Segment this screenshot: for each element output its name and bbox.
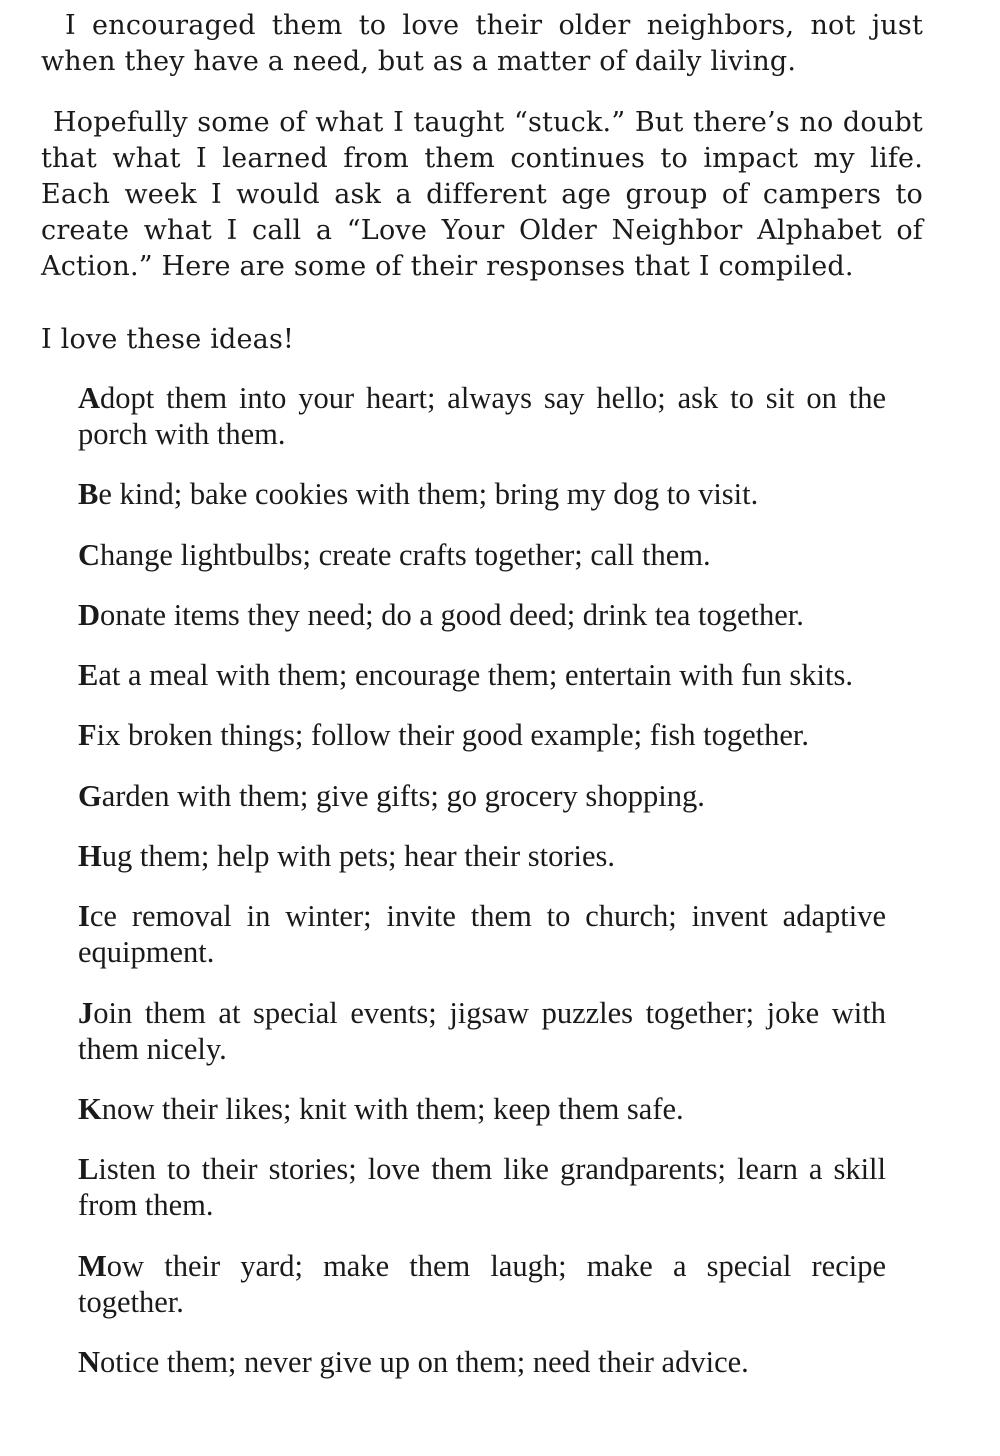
list-item <box>78 838 886 874</box>
item-text: onate items they need; do a good deed; drink tea together. <box>100 597 804 632</box>
initial-letter: E <box>78 658 99 693</box>
list-item <box>78 717 886 753</box>
item-text: at a meal with them; encourage them; entertain with fun skits. <box>98 658 853 693</box>
list-item <box>78 995 886 1067</box>
initial-letter: K <box>78 1091 102 1126</box>
list-item <box>78 537 886 573</box>
initial-letter: C <box>78 537 101 572</box>
list-item <box>78 1344 886 1380</box>
item-text: isten to their stories; love them like grandparents; learn a skill from them. <box>78 1152 886 1223</box>
initial-letter: N <box>78 1344 101 1379</box>
item-text: dopt them into your heart; always say hello; ask to sit on the porch with them. <box>78 381 886 451</box>
item-text: ix broken things; follow their good example; fish together. <box>96 718 810 753</box>
initial-letter: G <box>78 778 102 813</box>
list-item <box>78 657 886 693</box>
item-text: otice them; never give up on them; need their advice. <box>100 1344 749 1379</box>
initial-letter: M <box>78 1248 107 1283</box>
intro-paragraph: I encouraged them to love their older neighbors, not just when they have a need, but as a matter of daily living. <box>41 10 923 77</box>
lead-in-line: I love these ideas! <box>41 324 295 355</box>
initial-letter: I <box>78 899 90 934</box>
list-item <box>78 476 886 512</box>
list-item <box>78 898 886 970</box>
item-text: arden with them; give gifts; go grocery shopping. <box>101 778 705 813</box>
list-item <box>78 1091 886 1127</box>
list-item <box>78 1151 886 1223</box>
initial-letter: H <box>78 839 102 874</box>
item-text: ow their yard; make them laugh; make a special recipe together. <box>78 1248 886 1319</box>
initial-letter: F <box>78 718 97 753</box>
body-paragraph: Hopefully some of what I taught “stuck.” But there’s no doubt that what I learned from them continues to impact my life. Each week I would ask a different age group of campers to create what I call a “Love Your Older Neighbor Alphabet of Action.” Here are some of their responses that I compiled. <box>41 107 923 282</box>
initial-letter: L <box>78 1152 99 1187</box>
item-text: e kind; bake cookies with them; bring my dog to visit. <box>98 477 759 512</box>
item-text: oin them at special events; jigsaw puzzles together; joke with them nicely. <box>78 995 886 1066</box>
list-item <box>78 380 886 452</box>
list-item <box>78 778 886 814</box>
list-item <box>78 1248 886 1320</box>
initial-letter: A <box>78 381 101 415</box>
list-item <box>78 597 886 633</box>
item-text: ug them; help with pets; hear their stories. <box>101 839 616 874</box>
alphabet-of-action-list <box>78 380 886 1404</box>
item-text: now their likes; knit with them; keep them safe. <box>101 1091 684 1126</box>
item-text: hange lightbulbs; create crafts together; call them. <box>100 537 711 572</box>
initial-letter: B <box>78 477 99 512</box>
item-text: ce removal in winter; invite them to church; invent adaptive equipment. <box>78 899 886 970</box>
initial-letter: D <box>78 597 101 632</box>
initial-letter: J <box>78 995 94 1030</box>
